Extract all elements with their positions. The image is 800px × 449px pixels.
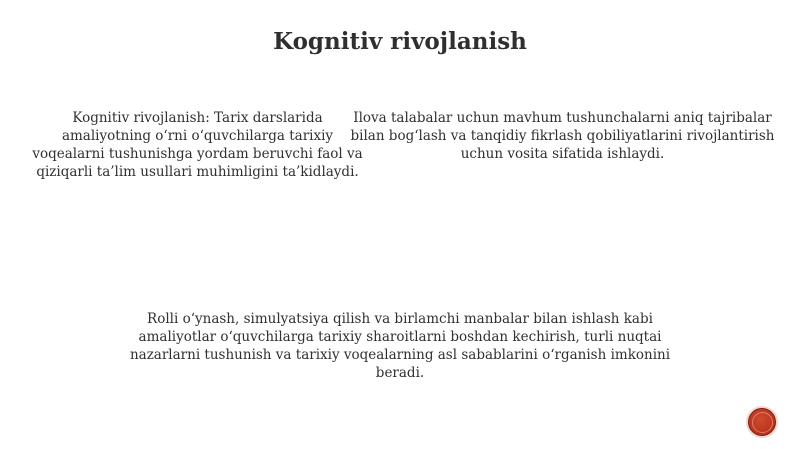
nav-button-ring xyxy=(752,412,773,433)
slide-title: Kognitiv rivojlanish xyxy=(273,28,527,55)
left-text-block: Kognitiv rivojlanish: Tarix darslarida amaliyotning o‘rni o‘quvchilarga tarixiy voqealarni tushunishga yordam beruvchi faol va qiziqarli ta’lim usullari muhimligini ta’kidlaydi. xyxy=(32,110,363,180)
bottom-text-block: Rolli o‘ynash, simulyatsiya qilish va birlamchi manbalar bilan ishlash kabi amaliyotlar o‘quvchilarga tarixiy sharoitlarni boshdan kechirish, turli nuqtai nazarlarni tushunish va tarixiy voqealarning asl sabablarini o‘rganish imkonini beradi. xyxy=(129,311,671,381)
circle-nav-icon[interactable] xyxy=(748,408,776,436)
right-text-block: Ilova talabalar uchun mavhum tushunchalarni aniq tajribalar bilan bog‘lash va tanqidiy fikrlash qobiliyatlarini rivojlantirish uchun vosita sifatida ishlaydi. xyxy=(350,110,775,162)
